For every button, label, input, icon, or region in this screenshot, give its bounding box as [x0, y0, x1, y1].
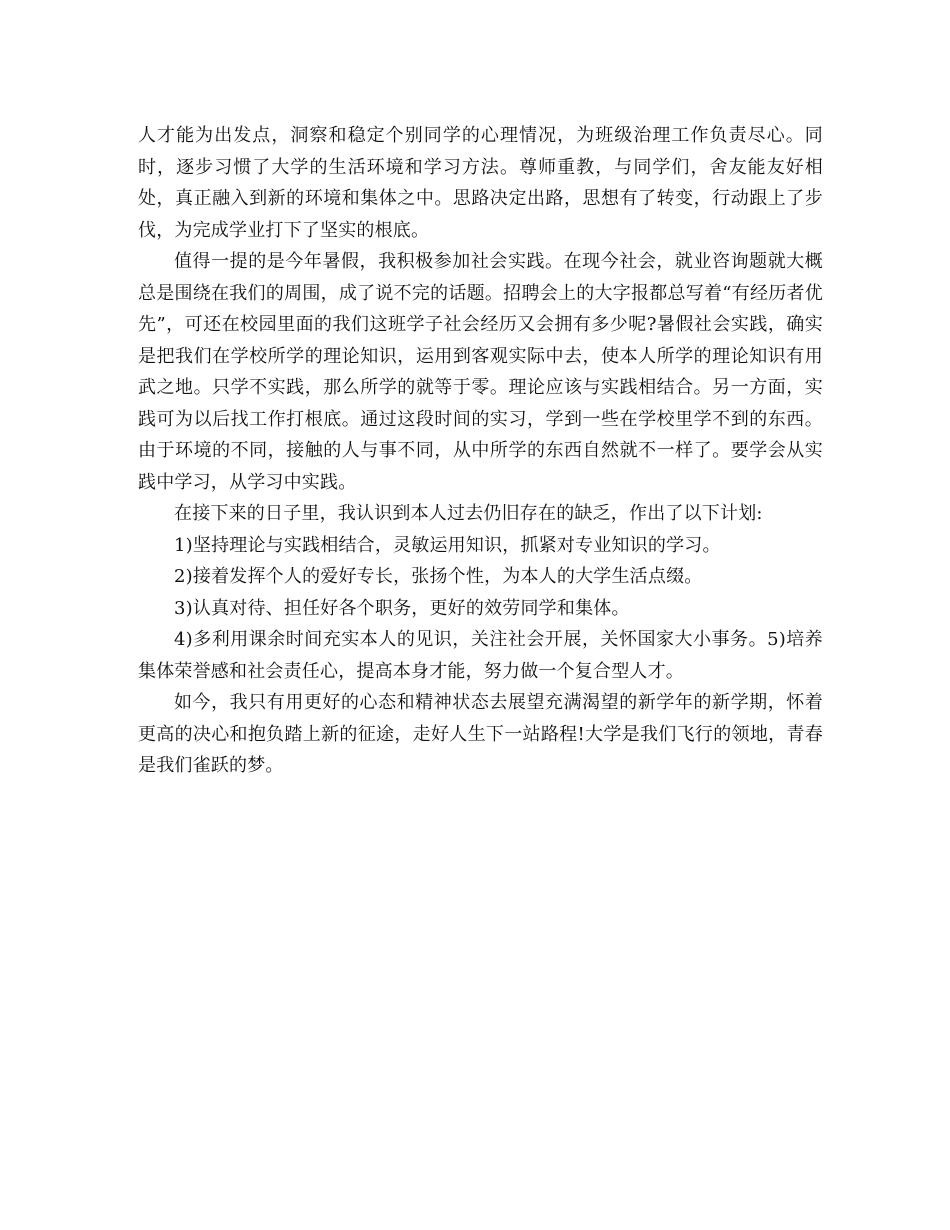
paragraph-3: 在接下来的日子里，我认识到本人过去仍旧存在的缺乏，作出了以下计划: — [174, 503, 763, 524]
paragraph-2: 值得一提的是今年暑假，我积极参加社会实践。在现今社会，就业咨询题就大概总是围绕在我们的周围，成了说不完的话题。招聘会上的大字报都总写着“有经历者优先”，可还在校园里面的我们这班学子社会经历又会拥有多少呢?暑假社会实践，确实是把我们在学校所学的理论知识，运用到客观实际中去，使本人所学的理论知识有用武之地。只学不实践，那么所学的就等于零。理论应该与实践相结合。另一方面，实践可为以后找工作打根底。通过这段时间的实习，学到一些在学校里学不到的东西。由于环境的不同，接触的人与事不同，从中所学的东西自然就不一样了。要学会从实践中学习，从学习中实践。 — [138, 251, 823, 493]
plan-item-1: 1)坚持理论与实践相结合，灵敏运用知识，抓紧对专业知识的学习。 — [174, 534, 721, 556]
closing-paragraph: 如今，我只有用更好的心态和精神状态去展望充满渴望的新学年的新学期，怀着更高的决心和抱负踏上新的征途，走好人生下一站路程!大学是我们飞行的领地，青春是我们雀跃的梦。 — [138, 692, 823, 776]
document-body — [138, 120, 823, 782]
plan-item-3: 3)认真对待、担任好各个职务，更好的效劳同学和集体。 — [174, 597, 630, 619]
paragraph-1: 人才能为出发点，洞察和稳定个别同学的心理情况，为班级治理工作负责尽心。同时，逐步习惯了大学的生活环境和学习方法。尊师重教，与同学们，舍友能友好相处，真正融入到新的环境和集体之中。思路决定出路，思想有了转变，行动跟上了步伐，为完成学业打下了坚实的根底。 — [138, 125, 823, 241]
plan-item-4: 4)多利用课余时间充实本人的见识，关注社会开展，关怀国家大小事务。5)培养集体荣誉感和社会责任心，提高本身才能，努力做一个复合型人才。 — [138, 629, 823, 682]
plan-item-2: 2)接着发挥个人的爱好专长，张扬个性，为本人的大学生活点缀。 — [174, 566, 703, 587]
